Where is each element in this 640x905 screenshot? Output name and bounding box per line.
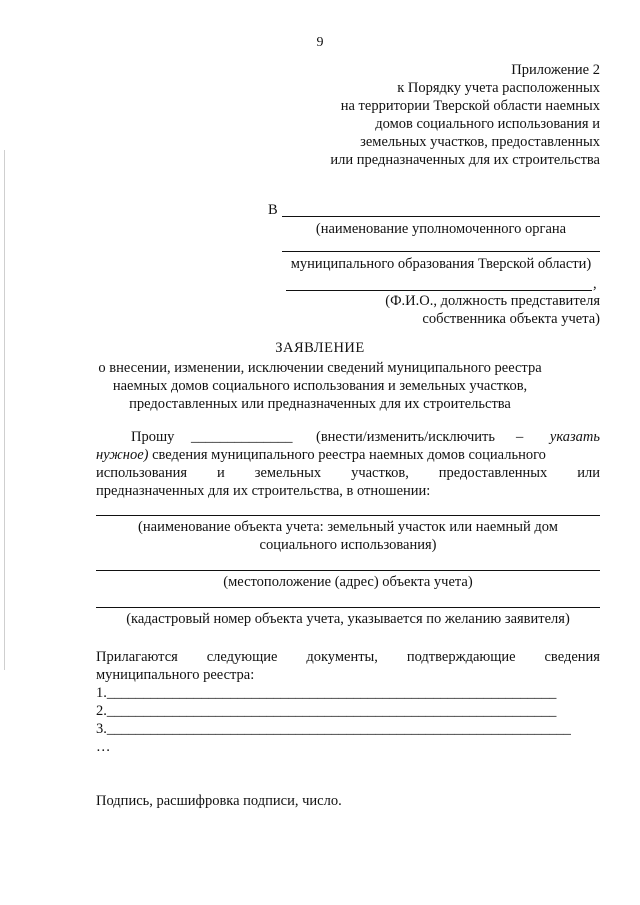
request-line3: предназначенных для их строительства, в отношении: [96, 483, 431, 499]
representative-field-line[interactable] [286, 290, 592, 291]
attachments-intro [96, 649, 600, 667]
statement-subtitle-line: о внесении, изменении, исключении сведений муниципального реестра [98, 360, 542, 376]
request-line1-rest: сведения муниципального реестра наемных домов социального [152, 447, 546, 463]
appendix-header [330, 62, 600, 170]
statement-title [0, 340, 640, 414]
request-prosu: Прошу [131, 429, 175, 445]
location-caption: (местоположение (адрес) объекта учета) [223, 574, 473, 590]
request-action: (внести/изменить/исключить [316, 429, 495, 445]
word: Прилагаются [96, 649, 178, 665]
object-caption: (наименование объекта учета: земельный участок или наемный дом [138, 519, 558, 535]
attachment-item-2[interactable]: 2.______________________________________________________________ [96, 703, 557, 719]
appendix-line: земельных участков, предоставленных [360, 134, 600, 150]
attachments-intro-line2: муниципального реестра: [96, 667, 255, 683]
statement-subtitle-line: наемных домов социального использования и земельных участков, [112, 378, 528, 394]
appendix-line: домов социального использования и [375, 116, 600, 132]
appendix-line: Приложение 2 [511, 62, 600, 78]
word: документы, [306, 649, 378, 665]
statement-subtitle-line: предоставленных или предназначенных для их строительства [129, 396, 511, 412]
appendix-line: или предназначенных для их строительства [330, 152, 600, 168]
representative-caption-2: собственника объекта учета) [422, 311, 600, 327]
page-number: 9 [316, 35, 324, 50]
request-blank[interactable]: ______________ [191, 429, 293, 445]
attachment-item-1[interactable]: 1.______________________________________________________________ [96, 685, 557, 701]
word: подтверждающие [406, 649, 516, 665]
attachment-ellipsis: … [96, 739, 111, 755]
authority-field-line-2[interactable] [282, 251, 600, 252]
authority-field-line[interactable] [282, 216, 600, 217]
statement-heading: ЗАЯВЛЕНИЕ [275, 340, 365, 356]
authority-caption: (наименование уполномоченного органа [315, 221, 567, 237]
object-field-line[interactable] [96, 515, 600, 516]
word: земельных [254, 465, 322, 481]
word: сведения [544, 649, 600, 665]
attachments-block [96, 649, 600, 757]
location-field-line[interactable] [96, 570, 600, 571]
request-nuzhnoe: нужное) [96, 447, 149, 463]
cadastral-field-line[interactable] [96, 607, 600, 608]
request-dash: – [516, 429, 524, 445]
word: и [217, 465, 225, 481]
request-ukazat: указать [549, 429, 600, 445]
cadastral-caption: (кадастровый номер объекта учета, указывается по желанию заявителя) [126, 611, 570, 627]
comma: , [593, 276, 597, 292]
word: участков, [351, 465, 409, 481]
appendix-line: к Порядку учета расположенных [397, 80, 600, 96]
appendix-line: на территории Тверской области наемных [340, 98, 600, 114]
addressee-prefix: В [268, 202, 278, 218]
attachment-item-3[interactable]: 3.________________________________________________________________ [96, 721, 571, 737]
word: или [577, 465, 600, 481]
word: использования [96, 465, 188, 481]
word: следующие [206, 649, 278, 665]
request-paragraph [96, 429, 600, 501]
object-caption-2: социального использования) [259, 537, 437, 553]
signature-line: Подпись, расшифровка подписи, число. [96, 793, 342, 809]
municipality-caption: муниципального образования Тверской области) [290, 256, 592, 272]
word: предоставленных [438, 465, 548, 481]
representative-caption: (Ф.И.О., должность представителя [385, 293, 600, 309]
request-line2 [96, 465, 600, 483]
